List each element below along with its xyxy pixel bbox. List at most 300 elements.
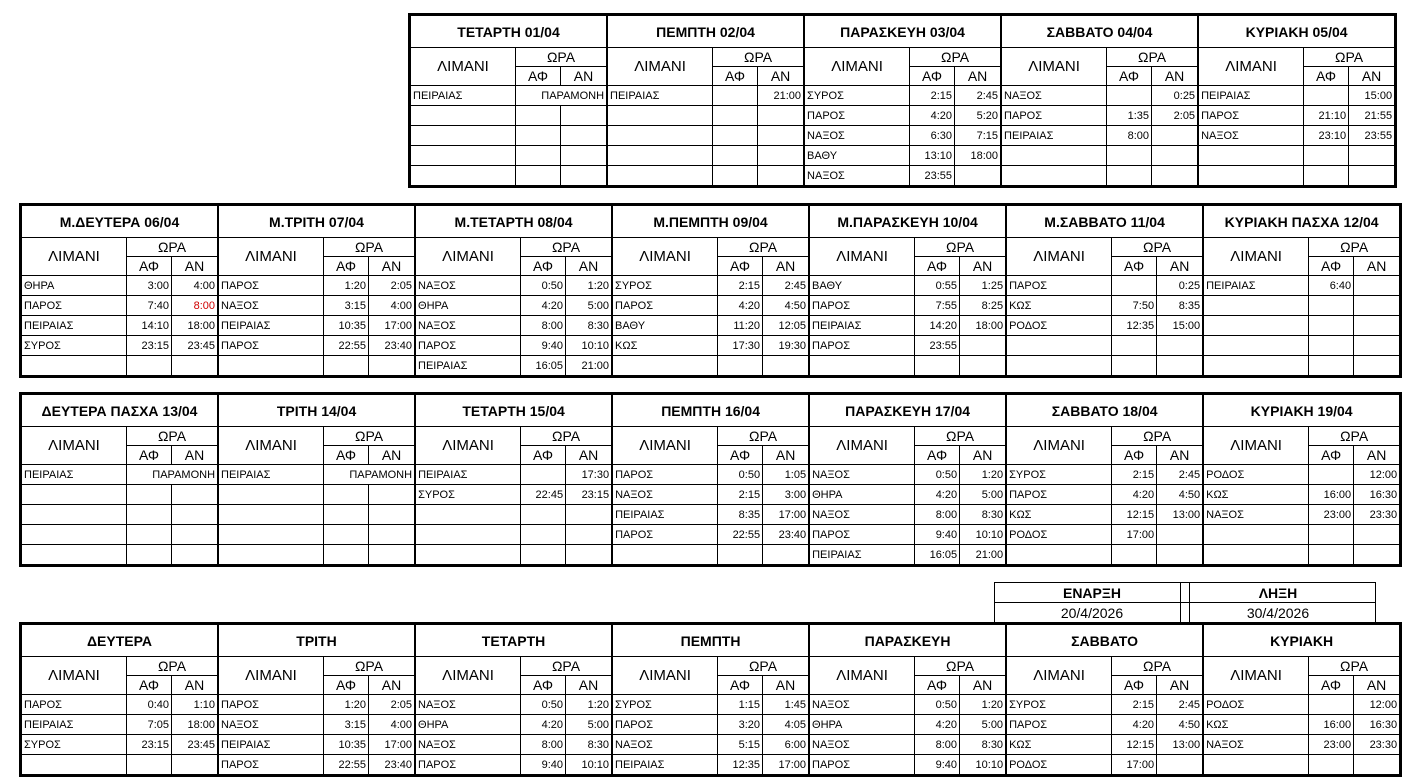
departure-cell <box>324 525 369 545</box>
port-cell <box>22 755 127 775</box>
port-column-header: ΛΙΜΑΝΙ <box>22 657 127 695</box>
arrival-cell: 8:30 <box>960 735 1006 755</box>
table-row <box>1002 166 1198 186</box>
port-column-header: ΛΙΜΑΝΙ <box>22 427 127 465</box>
port-cell: ΠΑΡΟΣ <box>613 525 718 545</box>
departure-cell: 0:50 <box>521 695 566 715</box>
table-row <box>22 316 218 336</box>
departure-cell <box>713 126 758 146</box>
port-cell: ΠΕΙΡΑΙΑΣ <box>613 505 718 525</box>
port-cell: ΠΑΡΟΣ <box>810 296 915 316</box>
port-column-header: ΛΙΜΑΝΙ <box>411 48 516 86</box>
arrival-cell <box>561 146 607 166</box>
table-row <box>219 545 415 565</box>
table-row <box>416 296 612 316</box>
arrival-cell: 1:20 <box>566 695 612 715</box>
arrival-cell <box>955 166 1001 186</box>
table-row <box>22 276 218 296</box>
departure-cell: 0:50 <box>521 276 566 296</box>
arrival-cell: 12:00 <box>1354 465 1400 485</box>
port-cell: ΝΑΞΟΣ <box>810 735 915 755</box>
departure-cell <box>521 505 566 525</box>
arrival-cell: 23:45 <box>172 336 218 356</box>
day-title: Μ.ΣΑΒΒΑΤΟ 11/04 <box>1007 206 1203 238</box>
hour-column-header: ΩΡΑ <box>915 657 1006 676</box>
port-cell: ΝΑΞΟΣ <box>613 485 718 505</box>
port-cell: ΠΕΙΡΑΙΑΣ <box>416 465 521 485</box>
port-column-header: ΛΙΜΑΝΙ <box>1199 48 1304 86</box>
table-row <box>1204 465 1400 485</box>
arrival-cell <box>561 126 607 146</box>
day-schedule <box>21 394 218 565</box>
day-table <box>612 624 809 775</box>
arrival-cell: 12:00 <box>1354 695 1400 715</box>
port-column-header: ΛΙΜΑΝΙ <box>613 238 718 276</box>
table-row <box>219 755 415 775</box>
arrival-cell <box>566 525 612 545</box>
port-cell: ΠΕΙΡΑΙΑΣ <box>22 715 127 735</box>
port-column-header: ΛΙΜΑΝΙ <box>805 48 910 86</box>
arrival-cell: 8:30 <box>566 735 612 755</box>
arrival-header: ΑΝ <box>1157 446 1203 465</box>
table-row <box>219 525 415 545</box>
port-cell: ΠΑΡΟΣ <box>810 755 915 775</box>
departure-cell: 9:40 <box>521 755 566 775</box>
day-schedule <box>21 205 218 376</box>
table-row <box>416 485 612 505</box>
day-table <box>809 624 1006 775</box>
port-cell: ΠΑΡΟΣ <box>219 276 324 296</box>
day-schedule <box>410 15 607 186</box>
arrival-cell: 10:10 <box>566 336 612 356</box>
arrival-cell: 1:05 <box>763 465 809 485</box>
port-cell: ΡΟΔΟΣ <box>1007 525 1112 545</box>
departure-cell <box>516 126 561 146</box>
departure-cell: 16:05 <box>915 545 960 565</box>
day-table <box>410 15 607 186</box>
departure-cell: 23:00 <box>1309 505 1354 525</box>
port-cell: ΣΥΡΟΣ <box>1007 695 1112 715</box>
table-row <box>1007 525 1203 545</box>
port-column-header: ΛΙΜΑΝΙ <box>810 657 915 695</box>
arrival-cell: 18:00 <box>960 316 1006 336</box>
port-cell: ΠΑΡΟΣ <box>416 336 521 356</box>
departure-cell <box>127 505 172 525</box>
port-cell: ΠΕΙΡΑΙΑΣ <box>1204 276 1309 296</box>
departure-cell: 2:15 <box>718 485 763 505</box>
day-schedule <box>1006 394 1203 565</box>
day-table <box>21 205 218 376</box>
port-cell: ΘΗΡΑ <box>810 485 915 505</box>
departure-header: ΑΦ <box>1304 67 1349 86</box>
table-row <box>22 465 218 485</box>
arrival-cell <box>758 166 804 186</box>
arrival-cell <box>566 545 612 565</box>
arrival-cell <box>172 545 218 565</box>
port-cell: ΝΑΞΟΣ <box>805 166 910 186</box>
departure-cell: 23:55 <box>915 336 960 356</box>
departure-header: ΑΦ <box>521 676 566 695</box>
departure-header: ΑΦ <box>915 446 960 465</box>
port-cell <box>416 545 521 565</box>
departure-cell: 0:40 <box>127 695 172 715</box>
arrival-header: ΑΝ <box>566 446 612 465</box>
arrival-cell <box>1157 545 1203 565</box>
port-cell <box>411 126 516 146</box>
departure-header: ΑΦ <box>521 446 566 465</box>
departure-header: ΑΦ <box>915 676 960 695</box>
port-cell: ΠΑΡΟΣ <box>219 695 324 715</box>
departure-header: ΑΦ <box>1112 676 1157 695</box>
table-row <box>613 735 809 755</box>
week-block-1 <box>408 13 1397 188</box>
port-cell: ΒΑΘΥ <box>613 316 718 336</box>
arrival-cell <box>1152 146 1198 166</box>
departure-cell: 2:15 <box>718 276 763 296</box>
departure-header: ΑΦ <box>1309 257 1354 276</box>
hour-column-header: ΩΡΑ <box>915 238 1006 257</box>
port-column-header: ΛΙΜΑΝΙ <box>1007 657 1112 695</box>
day-schedule <box>1203 624 1400 775</box>
departure-cell: 22:55 <box>718 525 763 545</box>
end-date-box <box>1180 582 1376 623</box>
arrival-cell <box>1349 166 1395 186</box>
table-row <box>22 296 218 316</box>
table-row <box>613 715 809 735</box>
departure-cell <box>127 545 172 565</box>
day-title: ΔΕΥΤΕΡΑ ΠΑΣΧΑ 13/04 <box>22 395 218 427</box>
day-schedule <box>1203 394 1400 565</box>
port-cell <box>411 106 516 126</box>
table-row <box>411 86 607 106</box>
day-title: ΤΕΤΑΡΤΗ <box>416 625 612 657</box>
table-row <box>219 735 415 755</box>
hour-column-header: ΩΡΑ <box>516 48 607 67</box>
day-table <box>1203 205 1400 376</box>
arrival-cell <box>1354 336 1400 356</box>
departure-cell: 23:00 <box>1309 735 1354 755</box>
port-cell: ΝΑΞΟΣ <box>1204 505 1309 525</box>
table-row <box>219 356 415 376</box>
port-column-header: ΛΙΜΑΝΙ <box>608 48 713 86</box>
departure-cell: 2:15 <box>1112 695 1157 715</box>
table-row <box>810 276 1006 296</box>
table-row <box>608 106 804 126</box>
port-cell <box>1204 525 1309 545</box>
port-cell: ΠΑΡΟΣ <box>1007 276 1112 296</box>
day-schedule <box>415 624 612 775</box>
departure-cell <box>718 545 763 565</box>
table-row <box>608 146 804 166</box>
arrival-cell: 4:00 <box>369 715 415 735</box>
end-date: 30/4/2026 <box>1181 603 1376 623</box>
departure-cell <box>1304 86 1349 106</box>
hour-column-header: ΩΡΑ <box>718 427 809 446</box>
departure-cell: 4:20 <box>718 296 763 316</box>
table-row <box>22 545 218 565</box>
day-schedule <box>809 624 1006 775</box>
port-cell: ΠΕΙΡΑΙΑΣ <box>22 316 127 336</box>
day-title: ΚΥΡΙΑΚΗ 19/04 <box>1204 395 1400 427</box>
table-row <box>1007 296 1203 316</box>
arrival-cell: 23:40 <box>369 336 415 356</box>
departure-header: ΑΦ <box>324 676 369 695</box>
departure-cell: 1:35 <box>1107 106 1152 126</box>
table-row <box>1007 465 1203 485</box>
port-cell: ΠΑΡΟΣ <box>613 715 718 735</box>
port-cell: ΠΕΙΡΑΙΑΣ <box>219 735 324 755</box>
arrival-cell: 8:00 <box>172 296 218 316</box>
arrival-header: ΑΝ <box>172 257 218 276</box>
table-row <box>613 505 809 525</box>
departure-cell: 1:15 <box>718 695 763 715</box>
port-column-header: ΛΙΜΑΝΙ <box>416 238 521 276</box>
departure-cell: 9:40 <box>915 525 960 545</box>
port-cell <box>416 525 521 545</box>
day-table <box>804 15 1001 186</box>
arrival-cell <box>369 485 415 505</box>
port-cell: ΠΕΙΡΑΙΑΣ <box>22 465 127 485</box>
arrival-cell <box>1157 336 1203 356</box>
table-row <box>1204 356 1400 376</box>
departure-cell <box>1309 525 1354 545</box>
table-row <box>416 336 612 356</box>
day-title: ΚΥΡΙΑΚΗ <box>1204 625 1400 657</box>
departure-header: ΑΦ <box>915 257 960 276</box>
table-row <box>810 695 1006 715</box>
port-cell <box>810 356 915 376</box>
arrival-cell: 8:30 <box>960 505 1006 525</box>
table-row <box>613 485 809 505</box>
port-cell: ΣΥΡΟΣ <box>805 86 910 106</box>
arrival-header: ΑΝ <box>369 446 415 465</box>
table-row <box>613 336 809 356</box>
day-schedule <box>218 624 415 775</box>
hour-column-header: ΩΡΑ <box>324 657 415 676</box>
port-cell <box>1199 166 1304 186</box>
port-cell: ΠΕΙΡΑΙΑΣ <box>1199 86 1304 106</box>
week-block-generic <box>19 622 1402 777</box>
departure-cell: 1:20 <box>324 276 369 296</box>
departure-cell: 22:45 <box>521 485 566 505</box>
departure-cell: 6:30 <box>910 126 955 146</box>
arrival-cell: 4:50 <box>763 296 809 316</box>
arrival-cell <box>1349 146 1395 166</box>
day-table <box>218 205 415 376</box>
departure-cell <box>1107 166 1152 186</box>
arrival-cell: 4:00 <box>369 296 415 316</box>
port-cell: ΠΑΡΟΣ <box>1007 715 1112 735</box>
table-row <box>613 316 809 336</box>
start-label: ΕΝΑΡΞΗ <box>995 583 1190 603</box>
departure-cell: 23:10 <box>1304 126 1349 146</box>
departure-cell <box>127 755 172 775</box>
departure-cell <box>1112 336 1157 356</box>
layover-cell: ΠΑΡΑΜΟΝΗ <box>516 86 607 106</box>
departure-cell: 0:50 <box>915 695 960 715</box>
port-cell: ΘΗΡΑ <box>810 715 915 735</box>
port-column-header: ΛΙΜΑΝΙ <box>416 657 521 695</box>
port-cell <box>1204 316 1309 336</box>
departure-cell <box>1309 695 1354 715</box>
departure-cell <box>713 146 758 166</box>
departure-header: ΑΦ <box>1112 257 1157 276</box>
port-column-header: ΛΙΜΑΝΙ <box>219 427 324 465</box>
departure-cell <box>1309 356 1354 376</box>
day-table <box>612 205 809 376</box>
arrival-cell: 10:10 <box>960 755 1006 775</box>
departure-cell: 9:40 <box>521 336 566 356</box>
port-cell: ΠΕΙΡΑΙΑΣ <box>416 356 521 376</box>
arrival-cell <box>1157 755 1203 775</box>
port-cell <box>1204 336 1309 356</box>
departure-cell: 17:30 <box>718 336 763 356</box>
departure-cell <box>1309 296 1354 316</box>
table-row <box>1007 505 1203 525</box>
day-table <box>415 394 612 565</box>
day-schedule <box>612 624 809 775</box>
arrival-cell: 15:00 <box>1349 86 1395 106</box>
departure-cell <box>1107 146 1152 166</box>
day-table <box>1006 624 1203 775</box>
departure-cell: 11:20 <box>718 316 763 336</box>
arrival-header: ΑΝ <box>1354 446 1400 465</box>
port-cell <box>219 485 324 505</box>
arrival-header: ΑΝ <box>763 446 809 465</box>
port-cell: ΠΕΙΡΑΙΑΣ <box>810 545 915 565</box>
arrival-cell: 5:00 <box>960 485 1006 505</box>
day-schedule <box>1198 15 1395 186</box>
arrival-header: ΑΝ <box>1157 676 1203 695</box>
arrival-cell <box>960 336 1006 356</box>
arrival-cell <box>172 755 218 775</box>
departure-cell <box>127 525 172 545</box>
table-row <box>1007 485 1203 505</box>
arrival-cell <box>1354 296 1400 316</box>
departure-cell: 23:15 <box>127 735 172 755</box>
departure-cell <box>1309 755 1354 775</box>
port-cell: ΒΑΘΥ <box>810 276 915 296</box>
day-title: Μ.ΤΕΤΑΡΤΗ 08/04 <box>416 206 612 238</box>
arrival-cell: 4:05 <box>763 715 809 735</box>
port-cell <box>1007 545 1112 565</box>
departure-cell: 4:20 <box>521 715 566 735</box>
arrival-cell: 10:10 <box>566 755 612 775</box>
arrival-cell: 23:45 <box>172 735 218 755</box>
arrival-cell: 2:45 <box>1157 695 1203 715</box>
port-cell <box>1204 545 1309 565</box>
arrival-header: ΑΝ <box>172 676 218 695</box>
day-table <box>1006 394 1203 565</box>
port-cell: ΝΑΞΟΣ <box>416 316 521 336</box>
port-cell: ΚΩΣ <box>1204 485 1309 505</box>
departure-cell: 4:20 <box>915 485 960 505</box>
table-row <box>810 485 1006 505</box>
departure-cell <box>516 146 561 166</box>
port-cell: ΝΑΞΟΣ <box>416 695 521 715</box>
departure-cell: 12:15 <box>1112 735 1157 755</box>
arrival-cell <box>1152 126 1198 146</box>
departure-header: ΑΦ <box>1309 446 1354 465</box>
table-row <box>1204 336 1400 356</box>
arrival-cell: 10:10 <box>960 525 1006 545</box>
departure-header: ΑΦ <box>718 446 763 465</box>
departure-cell <box>324 505 369 525</box>
week-block-2 <box>19 203 1402 378</box>
arrival-cell: 17:00 <box>763 505 809 525</box>
table-row <box>805 126 1001 146</box>
table-row <box>416 715 612 735</box>
port-cell: ΠΑΡΟΣ <box>613 296 718 316</box>
day-title: ΤΡΙΤΗ 14/04 <box>219 395 415 427</box>
table-row <box>613 545 809 565</box>
day-schedule <box>1006 205 1203 376</box>
departure-cell: 12:35 <box>718 755 763 775</box>
arrival-header: ΑΝ <box>561 67 607 86</box>
hour-column-header: ΩΡΑ <box>915 427 1006 446</box>
arrival-cell <box>566 505 612 525</box>
table-row <box>1007 545 1203 565</box>
port-cell: ΠΕΙΡΑΙΑΣ <box>219 465 324 485</box>
day-title: ΣΑΒΒΑΤΟ 04/04 <box>1002 16 1198 48</box>
departure-cell: 0:50 <box>718 465 763 485</box>
port-cell <box>219 545 324 565</box>
day-title: ΣΑΒΒΑΤΟ <box>1007 625 1203 657</box>
arrival-header: ΑΝ <box>1152 67 1198 86</box>
port-column-header: ΛΙΜΑΝΙ <box>1204 427 1309 465</box>
port-cell <box>1002 166 1107 186</box>
arrival-header: ΑΝ <box>960 676 1006 695</box>
arrival-cell: 5:00 <box>566 715 612 735</box>
table-row <box>219 296 415 316</box>
table-row <box>22 695 218 715</box>
day-title: ΠΑΡΑΣΚΕΥΗ <box>810 625 1006 657</box>
port-column-header: ΛΙΜΑΝΙ <box>613 427 718 465</box>
day-title: ΠΑΡΑΣΚΕΥΗ 17/04 <box>810 395 1006 427</box>
table-row <box>810 545 1006 565</box>
hour-column-header: ΩΡΑ <box>521 238 612 257</box>
port-cell: ΠΑΡΟΣ <box>810 336 915 356</box>
port-cell <box>22 485 127 505</box>
arrival-cell <box>369 356 415 376</box>
table-row <box>810 755 1006 775</box>
departure-cell: 3:15 <box>324 715 369 735</box>
port-cell <box>22 545 127 565</box>
table-row <box>1007 336 1203 356</box>
arrival-cell: 2:05 <box>1152 106 1198 126</box>
departure-header: ΑΦ <box>516 67 561 86</box>
day-schedule <box>1006 624 1203 775</box>
day-table <box>415 205 612 376</box>
arrival-cell <box>1354 755 1400 775</box>
day-table <box>21 394 218 565</box>
table-row <box>1204 296 1400 316</box>
arrival-cell <box>960 356 1006 376</box>
table-row <box>608 86 804 106</box>
table-row <box>416 695 612 715</box>
hour-column-header: ΩΡΑ <box>324 427 415 446</box>
arrival-cell <box>561 166 607 186</box>
day-schedule <box>415 205 612 376</box>
arrival-header: ΑΝ <box>1349 67 1395 86</box>
day-schedule <box>809 205 1006 376</box>
departure-cell <box>1112 545 1157 565</box>
table-row <box>1002 146 1198 166</box>
arrival-cell <box>172 485 218 505</box>
departure-cell: 0:50 <box>915 465 960 485</box>
arrival-cell: 4:50 <box>1157 715 1203 735</box>
port-cell <box>219 505 324 525</box>
